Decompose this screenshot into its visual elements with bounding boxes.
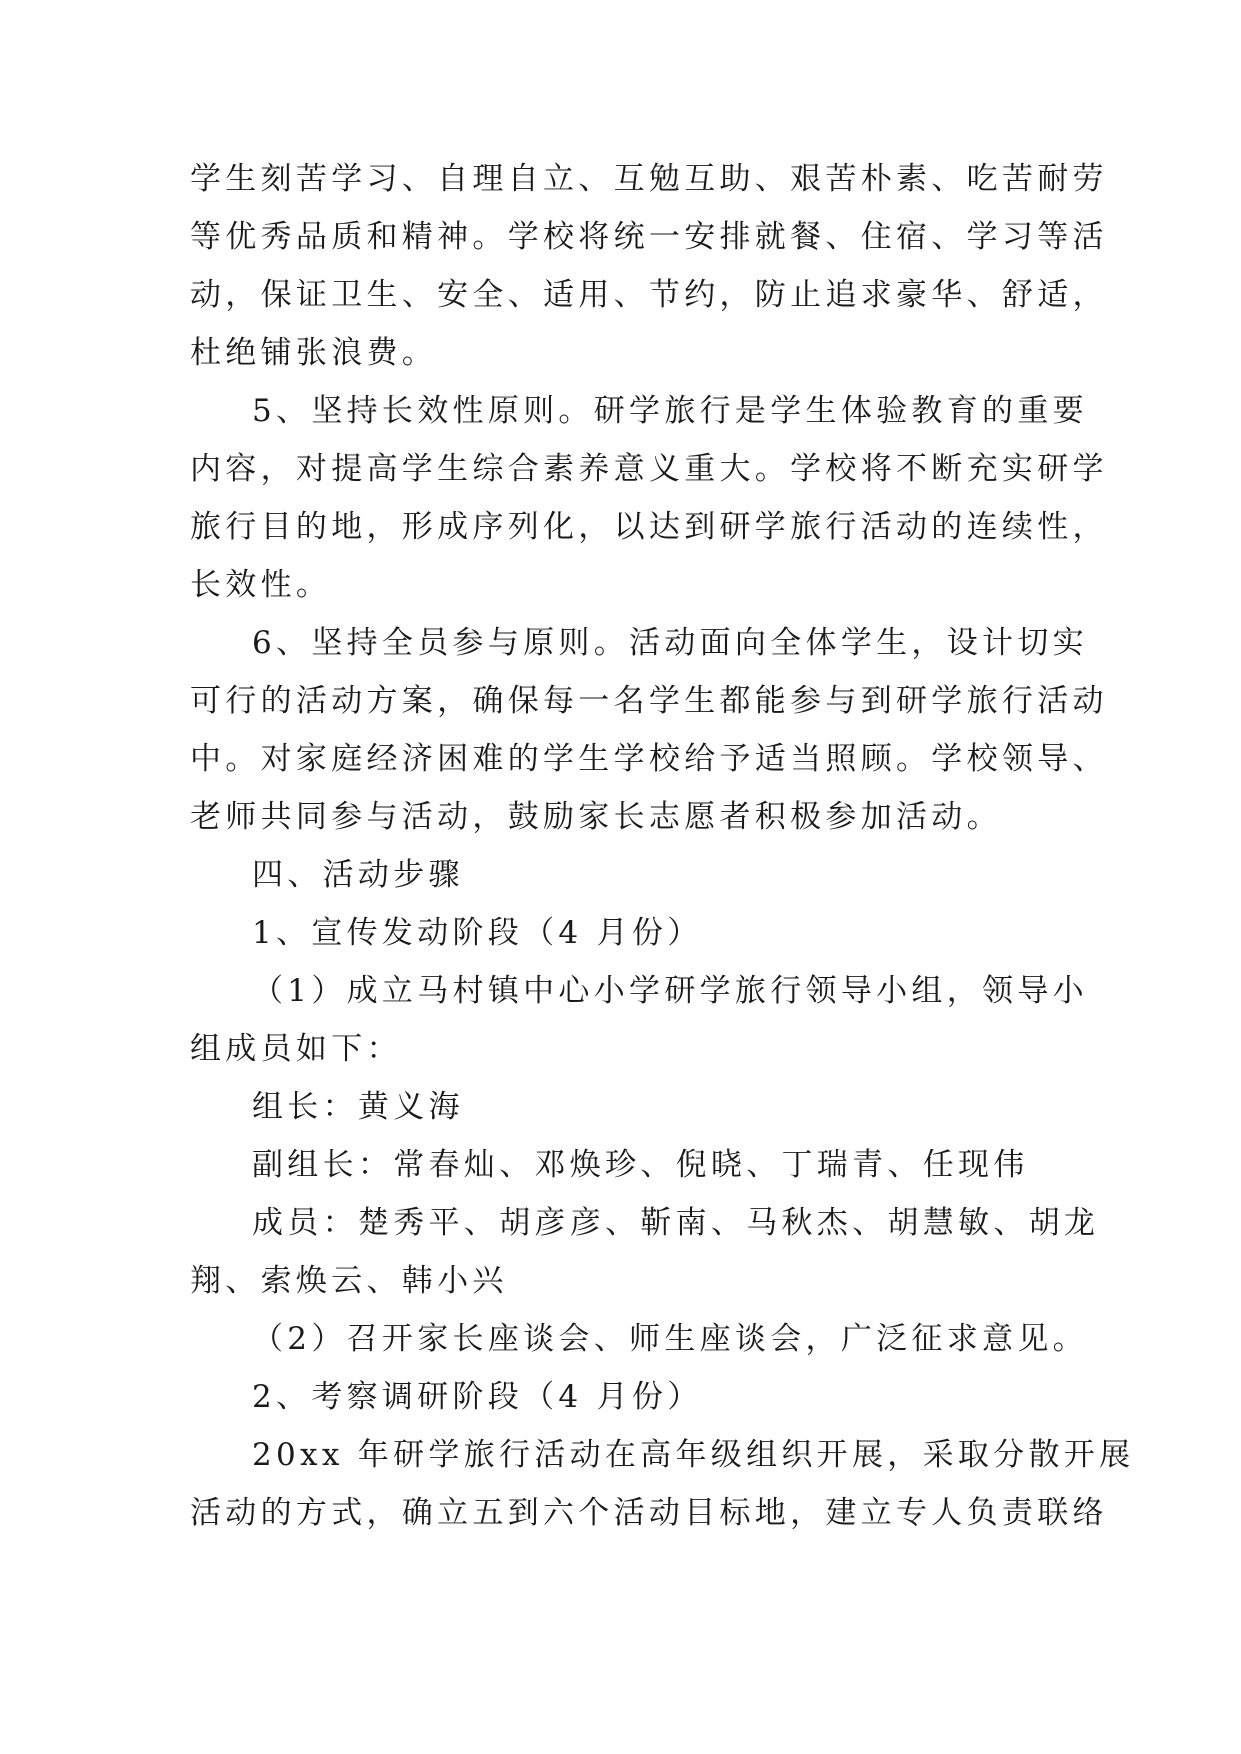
text-line: （1）成立马村镇中心小学研学旅行领导小组，领导小 [252, 973, 1088, 1009]
text-line: 翔、索焕云、韩小兴 [190, 1263, 508, 1299]
text-line: 可行的活动方案，确保每一名学生都能参与到研学旅行活动 [190, 683, 1108, 719]
text-line: 动，保证卫生、安全、适用、节约，防止追求豪华、舒适， [190, 277, 1108, 313]
text-line: 组长：黄义海 [252, 1089, 464, 1125]
section-heading: 四、活动步骤 [252, 857, 464, 893]
text-line: 组成员如下： [190, 1031, 402, 1067]
text-line: 成员：楚秀平、胡彦彦、靳南、马秋杰、胡慧敏、胡龙 [252, 1205, 1100, 1241]
text-line: （2）召开家长座谈会、师生座谈会，广泛征求意见。 [252, 1321, 1088, 1357]
text-line: 5、坚持长效性原则。研学旅行是学生体验教育的重要 [252, 393, 1088, 429]
step-heading: 1、宣传发动阶段（4 月份） [252, 915, 703, 951]
document-body [190, 150, 1135, 1542]
text-line: 老师共同参与活动，鼓励家长志愿者积极参加活动。 [190, 799, 1002, 835]
text-line: 长效性。 [190, 567, 332, 603]
text-line: 内容，对提高学生综合素养意义重大。学校将不断充实研学 [190, 451, 1108, 487]
text-line: 活动的方式，确立五到六个活动目标地，建立专人负责联络 [190, 1495, 1108, 1531]
text-line: 旅行目的地，形成序列化，以达到研学旅行活动的连续性， [190, 509, 1108, 545]
text-line: 中。对家庭经济困难的学生学校给予适当照顾。学校领导、 [190, 741, 1108, 777]
text-line: 6、坚持全员参与原则。活动面向全体学生，设计切实 [252, 625, 1088, 661]
text-line: 杜绝铺张浪费。 [190, 335, 438, 371]
text-line: 20xx 年研学旅行活动在高年级组织开展，采取分散开展 [252, 1437, 1135, 1473]
step-heading: 2、考察调研阶段（4 月份） [252, 1379, 703, 1415]
text-line: 副组长：常春灿、邓焕珍、倪晓、丁瑞青、任现伟 [252, 1147, 1029, 1183]
text-line: 等优秀品质和精神。学校将统一安排就餐、住宿、学习等活 [190, 219, 1108, 255]
text-line: 学生刻苦学习、自理自立、互勉互助、艰苦朴素、吃苦耐劳 [190, 161, 1108, 197]
